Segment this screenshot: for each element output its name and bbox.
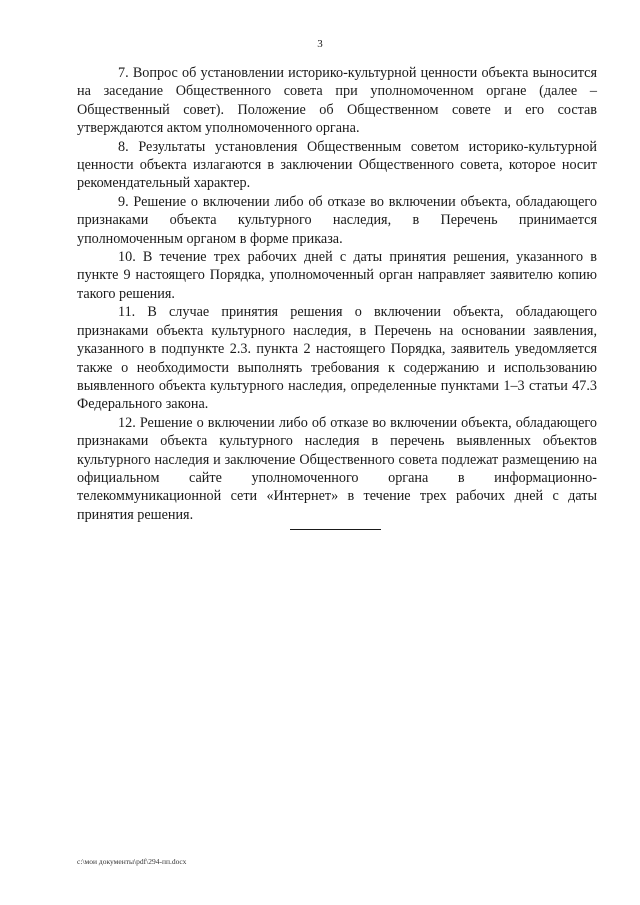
- paragraph-11: 11. В случае принятия решения о включении объекта, обладающего признаками объекта культурного наследия, в Перечень на основании заявления, указанного в подпункте 2.3. пункта 2 настоящего Порядка, заявитель уведомляется также о необходимости выполнять требования к содержанию и использованию выявленного объекта культурного наследия, определенные пунктами 1–3 статьи 47.3 Федерального закона.: [77, 304, 597, 413]
- paragraph-9: 9. Решение о включении либо об отказе во включении объекта, обладающего признаками объекта культурного наследия, в Перечень принимается уполномоченным органом в форме приказа.: [77, 193, 597, 247]
- paragraph-12: 12. Решение о включении либо об отказе во включении объекта, обладающего признаками объекта культурного наследия в перечень выявленных объектов культурного наследия и заключение Общественного совета подлежат размещению на официальном сайте уполномоченного органа в информационно-телекоммуникационной сети «Интернет» в течение трех рабочих дней с даты принятия решения.: [77, 414, 597, 523]
- end-separator-line: [290, 529, 381, 530]
- paragraph-7: 7. Вопрос об установлении историко-культурной ценности объекта выносится на заседание Общественного совета при уполномоченном органе (далее – Общественный совет). Положение об Общественном совете и его состав утверждаются актом уполномоченного органа.: [77, 65, 597, 137]
- footer-file-path: c:\мои документы\pdf\294-пп.docx: [77, 857, 187, 866]
- paragraph-10: 10. В течение трех рабочих дней с даты принятия решения, указанного в пункте 9 настоящего Порядка, уполномоченный орган направляет заявителю копию такого решения.: [77, 249, 597, 302]
- page-number: 3: [317, 38, 323, 50]
- document-body: [77, 64, 597, 524]
- paragraph-8: 8. Результаты установления Общественным советом историко-культурной ценности объекта излагаются в заключении Общественного совета, которое носит рекомендательный характер.: [77, 138, 597, 192]
